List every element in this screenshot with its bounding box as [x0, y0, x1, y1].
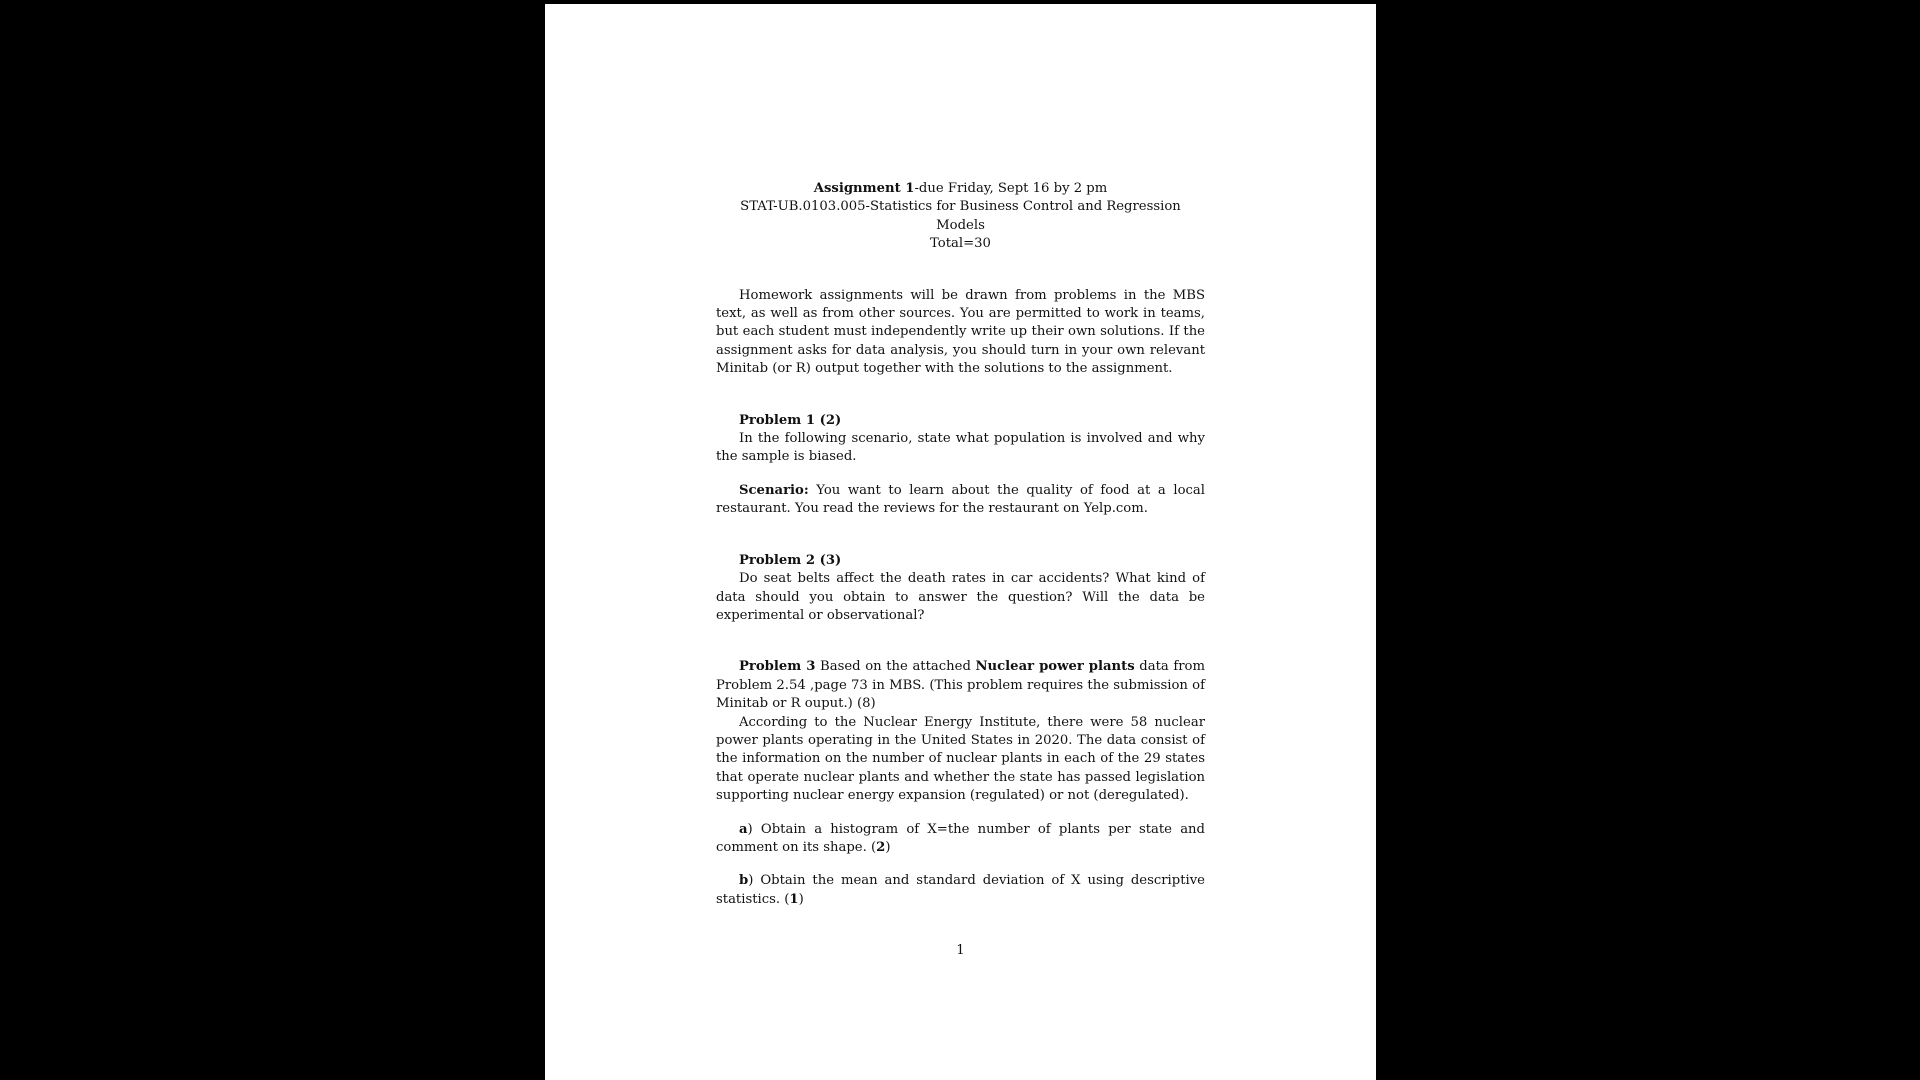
problem-3-intro-before: Based on the attached — [815, 659, 976, 675]
intro-paragraph: Homework assignments will be drawn from problems in the MBS text, as well as from other sources. You are permitted to work in teams, but each student must independently write up their own solutions. If the assignment asks for data analysis, you should turn in your own relevant Minitab (or R) output together with the solutions to the assignment. — [716, 287, 1205, 377]
part-b-points: 1 — [789, 891, 799, 907]
problem-3-context: According to the Nuclear Energy Institute, there were 58 nuclear power plants operating in the United States in 2020. The data consist of the information on the number of nuclear plants in each of the 29 states that operate nuclear plants and whether the state has passed legislation supporting nuclear energy expansion (regulated) or not (deregulated). — [716, 714, 1205, 804]
problem-3-part-a — [716, 821, 1205, 858]
problem-3-heading: Problem 3 — [739, 659, 816, 675]
page-content — [716, 180, 1205, 909]
part-b-label: b — [739, 873, 749, 889]
assignment-heading — [716, 180, 1205, 198]
page-number: 1 — [956, 943, 965, 958]
title-block — [716, 180, 1205, 254]
part-b-close: ) — [798, 891, 804, 907]
problem-1-scenario — [716, 482, 1205, 519]
problem-1-text: In the following scenario, state what population is involved and why the sample is biased. — [716, 431, 1205, 465]
part-a-label: a — [739, 821, 748, 837]
problem-3-part-b — [716, 872, 1205, 909]
part-a-text: ) Obtain a histogram of X=the number of plants per state and comment on its shape. ( — [716, 821, 1205, 855]
problem-2-text: Do seat belts affect the death rates in car accidents? What kind of data should you obtain to answer the question? Will the data be experimental or observational? — [716, 571, 1205, 623]
scenario-text: You want to learn about the quality of food at a local restaurant. You read the reviews for the restaurant on Yelp.com. — [716, 482, 1205, 517]
problem-3-intro-after: data from Problem 2.54 ,page 73 in MBS. (This problem requires the submission of Minitab or R ouput.) (8) — [716, 659, 1205, 712]
scenario-label: Scenario: — [739, 482, 809, 498]
due-date: -due Friday, Sept 16 by 2 pm — [914, 181, 1108, 196]
assignment-title: Assignment 1 — [813, 181, 915, 196]
total-points: Total=30 — [930, 236, 991, 252]
problem-1-heading: Problem 1 (2) — [739, 412, 842, 428]
problem-3-intro — [716, 658, 1205, 713]
course-title: STAT-UB.0103.005-Statistics for Business Control and Regression Models — [740, 199, 1181, 233]
part-a-points: 2 — [876, 839, 886, 855]
problem-2-heading: Problem 2 (3) — [739, 552, 842, 568]
part-b-text: ) Obtain the mean and standard deviation of X using descriptive statistics. ( — [716, 873, 1205, 907]
part-a-close: ) — [885, 839, 891, 855]
document-page — [545, 4, 1376, 1080]
dataset-name: Nuclear power plants — [975, 659, 1135, 675]
